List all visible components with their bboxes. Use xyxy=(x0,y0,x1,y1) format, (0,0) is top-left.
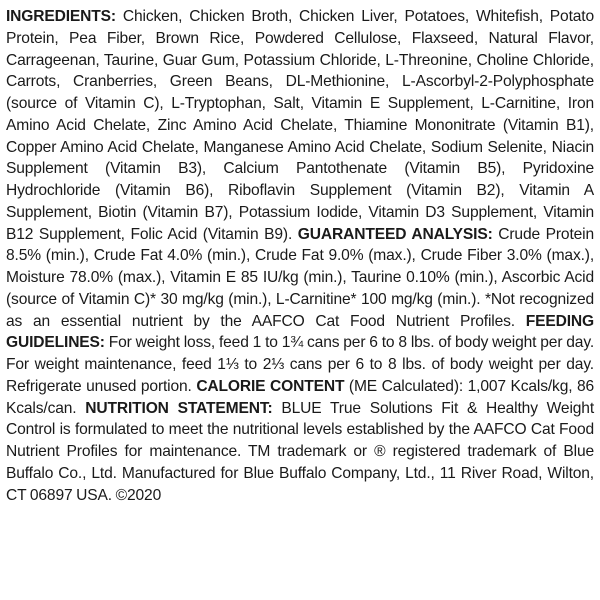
ingredients-heading: INGREDIENTS: xyxy=(6,8,116,25)
guaranteed-analysis-text: Crude Protein 8.5% (min.), Crude Fat 4.0% (min.), Crude Fat 9.0% (max.), Crude Fiber 3.0% (max.), Moisture 78.0% (max.), Vitamin E 85 IU/kg (min.), Taurine 0.10% (min.), Ascorbic Acid (source of Vitamin C)* 30 mg/kg (min.), L-Carnitine* 100 mg/kg (min.). *Not recognized as an essential nutrient by the AAFCO Cat Food Nutrient Profiles. xyxy=(6,225,594,330)
feeding-guidelines-text: For weight loss, feed 1 to 1¾ cans per 6 to 8 lbs. of body weight per day. For weight maintenance, feed 1⅓ to 2⅓ cans per 6 to 8 lbs. of body weight per day. Refrigerate unused portion. xyxy=(6,334,594,395)
label-text-block xyxy=(6,6,594,506)
nutrition-statement-text: BLUE True Solutions Fit & Healthy Weight Control is formulated to meet the nutritional levels established by the AAFCO Cat Food Nutrient Profiles for maintenance. TM trademark or ® registered trademark of Blue Buffalo Co., Ltd. Manufactured for Blue Buffalo Company, Ltd., 11 River Road, Wilton, CT 06897 USA. ©2020 xyxy=(6,399,594,504)
feeding-guidelines-heading: FEEDING GUIDELINES: xyxy=(6,312,594,352)
guaranteed-analysis-heading: GUARANTEED ANALYSIS: xyxy=(297,225,493,243)
nutrition-statement-heading: NUTRITION STATEMENT: xyxy=(85,399,273,417)
calorie-content-heading: CALORIE CONTENT xyxy=(196,377,345,395)
calorie-content-text: (ME Calculated): 1,007 Kcals/kg, 86 Kcals/can. xyxy=(6,377,595,417)
ingredients-text: Chicken, Chicken Broth, Chicken Liver, Potatoes, Whitefish, Potato Protein, Pea Fiber, Brown Rice, Powdered Cellulose, Flaxseed, Natural Flavor, Carrageenan, Taurine, Guar Gum, Potassium Chloride, L-Threonine, Choline Chloride, Carrots, Cranberries, Green Beans, DL-Methionine, L-Ascorbyl-2-Polyphosphate (source of Vitamin C), L-Tryptophan, Salt, Vitamin E Supplement, L-Carnitine, Iron Amino Acid Chelate, Zinc Amino Acid Chelate, Thiamine Mononitrate (Vitamin B1), Copper Amino Acid Chelate, Manganese Amino Acid Chelate, Sodium Selenite, Niacin Supplement (Vitamin B3), Calcium Pantothenate (Vitamin B5), Pyridoxine Hydrochloride (Vitamin B6), Riboflavin Supplement (Vitamin B2), Vitamin A Supplement, Biotin (Vitamin B7), Potassium Iodide, Vitamin D3 Supplement, Vitamin B12 Supplement, Folic Acid (Vitamin B9). xyxy=(6,8,594,243)
